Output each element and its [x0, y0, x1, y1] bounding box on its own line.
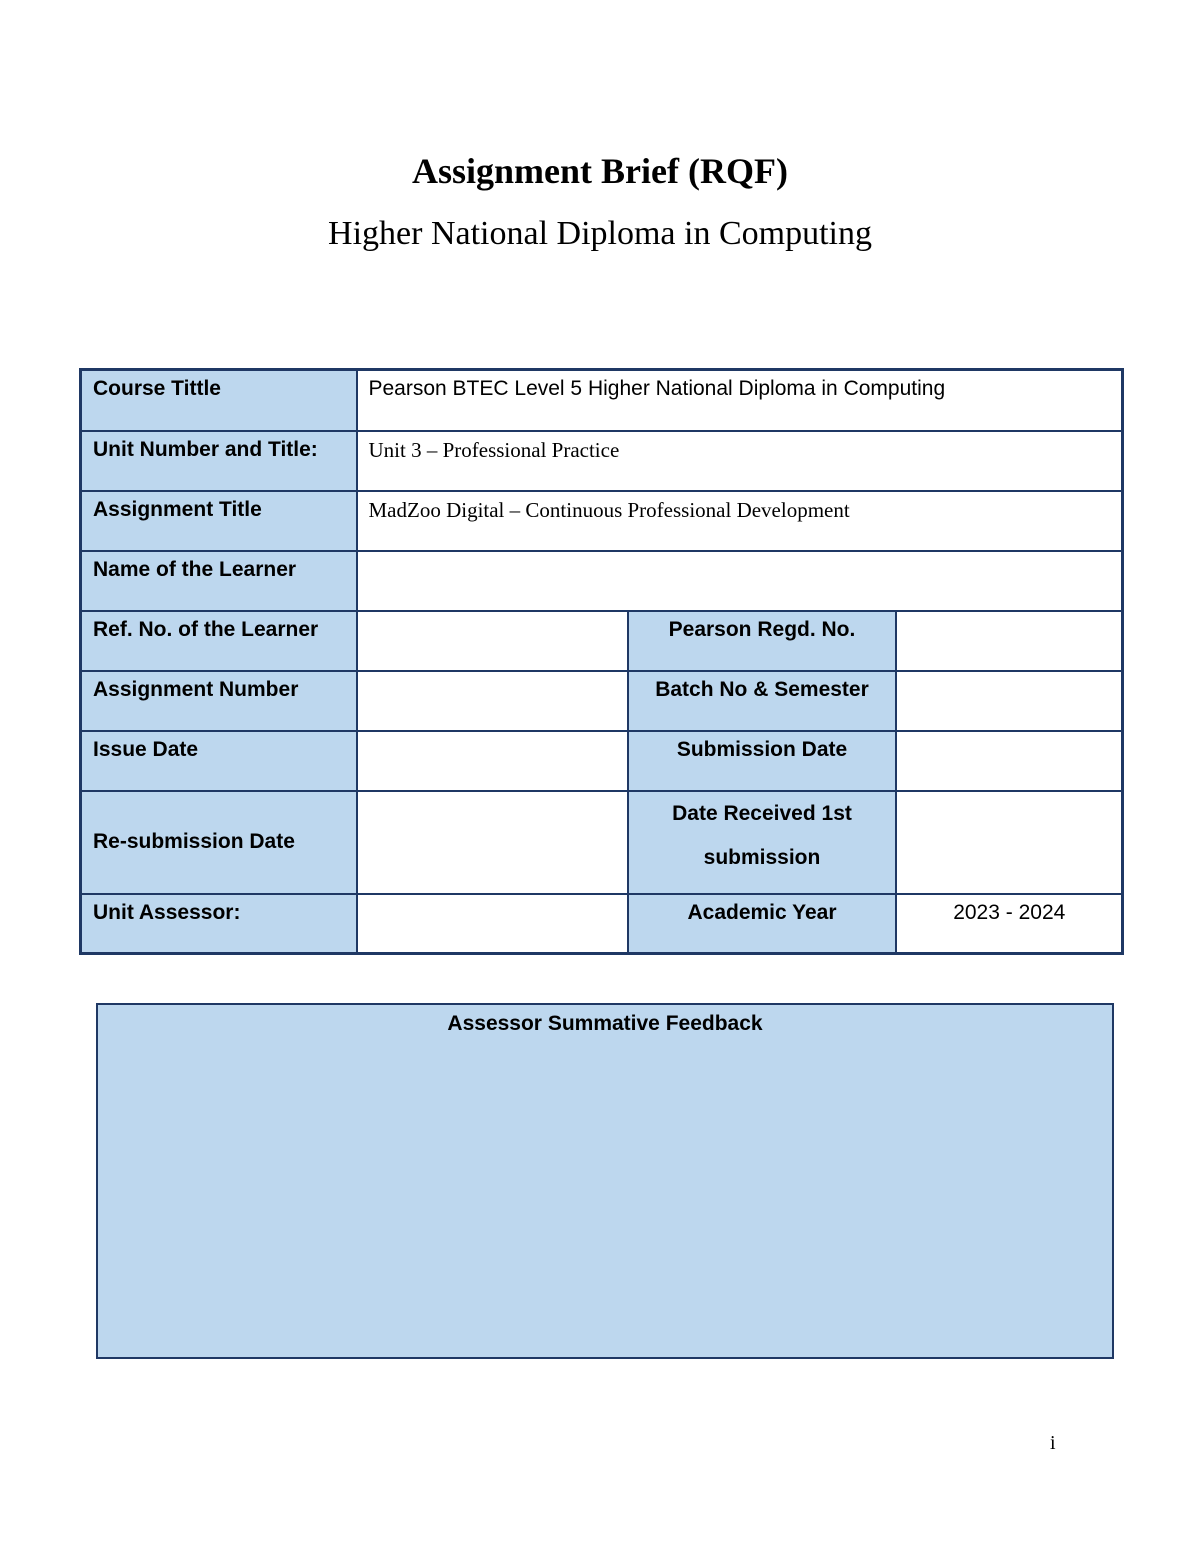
date-received-label — [628, 791, 896, 894]
ref-no-field[interactable] — [357, 611, 628, 671]
batch-label: Batch No & Semester — [628, 671, 896, 731]
submission-date-field[interactable] — [896, 731, 1123, 791]
unit-assessor-field[interactable] — [357, 894, 628, 954]
assessor-feedback-title: Assessor Summative Feedback — [447, 1012, 763, 1035]
document-title: Assignment Brief (RQF) — [412, 151, 788, 191]
assessor-feedback-box[interactable] — [96, 1003, 1114, 1359]
learner-name-label: Name of the Learner — [81, 551, 357, 611]
table-row — [81, 431, 1123, 491]
assignment-title-value: MadZoo Digital – Continuous Professional Development — [357, 491, 1123, 551]
submission-date-label: Submission Date — [628, 731, 896, 791]
document-subtitle: Higher National Diploma in Computing — [328, 215, 872, 252]
assignment-info-table — [79, 368, 1124, 955]
table-row — [81, 370, 1123, 431]
ref-no-label: Ref. No. of the Learner — [81, 611, 357, 671]
course-title-value: Pearson BTEC Level 5 Higher National Diploma in Computing — [357, 370, 1123, 431]
table-row — [81, 731, 1123, 791]
date-received-label-line1: Date Received 1st — [672, 801, 852, 825]
unit-assessor-label: Unit Assessor: — [81, 894, 357, 954]
date-received-label-line2: submission — [703, 845, 821, 869]
table-row — [81, 791, 1123, 894]
learner-name-field[interactable] — [357, 551, 1123, 611]
table-row — [81, 894, 1123, 954]
table-row — [81, 611, 1123, 671]
unit-value: Unit 3 – Professional Practice — [357, 431, 1123, 491]
academic-year-value: 2023 - 2024 — [896, 894, 1123, 954]
pearson-regd-label: Pearson Regd. No. — [628, 611, 896, 671]
assignment-number-label: Assignment Number — [81, 671, 357, 731]
date-received-field[interactable] — [896, 791, 1123, 894]
table-row — [81, 491, 1123, 551]
table-row — [81, 671, 1123, 731]
issue-date-label: Issue Date — [81, 731, 357, 791]
resubmission-date-label: Re-submission Date — [81, 791, 357, 894]
resubmission-date-field[interactable] — [357, 791, 628, 894]
batch-field[interactable] — [896, 671, 1123, 731]
course-title-label: Course Tittle — [81, 370, 357, 431]
assignment-title-label: Assignment Title — [81, 491, 357, 551]
unit-label: Unit Number and Title: — [81, 431, 357, 491]
academic-year-label: Academic Year — [628, 894, 896, 954]
page-number: i — [1050, 1432, 1056, 1454]
pearson-regd-field[interactable] — [896, 611, 1123, 671]
table-row — [81, 551, 1123, 611]
issue-date-field[interactable] — [357, 731, 628, 791]
assignment-number-field[interactable] — [357, 671, 628, 731]
